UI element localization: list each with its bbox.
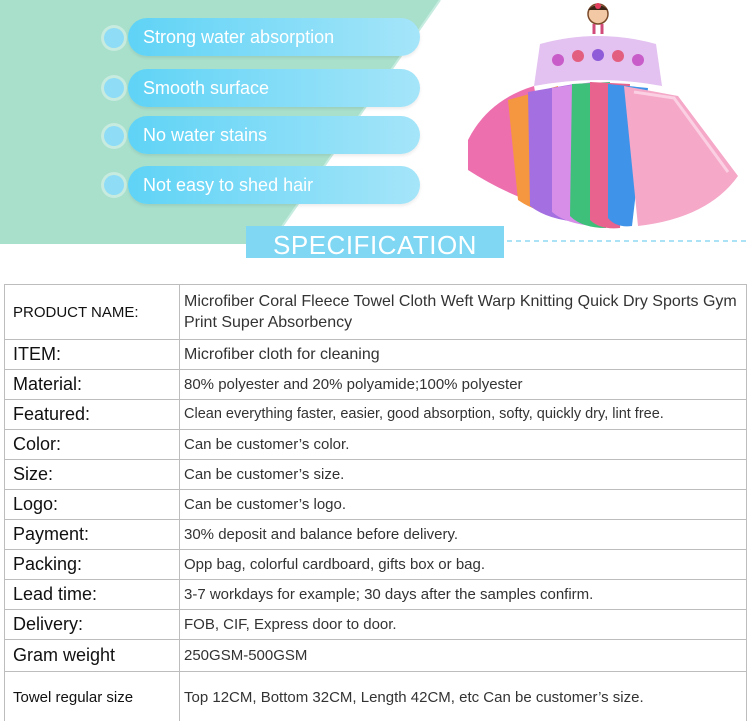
spec-value: Can be customer’s logo. bbox=[180, 490, 747, 520]
spec-label: Logo: bbox=[5, 490, 180, 520]
spec-label: Packing: bbox=[5, 550, 180, 580]
spec-label: ITEM: bbox=[5, 340, 180, 370]
spec-label: Towel regular size bbox=[5, 672, 180, 721]
spec-value: Top 12CM, Bottom 32CM, Length 42CM, etc Can be customer’s size. bbox=[180, 672, 747, 721]
spec-label: Payment: bbox=[5, 520, 180, 550]
spec-label: Color: bbox=[5, 430, 180, 460]
table-row bbox=[5, 460, 747, 490]
spec-value: Opp bag, colorful cardboard, gifts box or bag. bbox=[180, 550, 747, 580]
table-row bbox=[5, 640, 747, 672]
specification-table bbox=[4, 284, 747, 721]
spec-label: Size: bbox=[5, 460, 180, 490]
feature-pill-stains: No water stains bbox=[128, 116, 420, 154]
table-row bbox=[5, 400, 747, 430]
feature-bullet bbox=[104, 175, 124, 195]
table-row bbox=[5, 672, 747, 721]
feature-bullet bbox=[104, 78, 124, 98]
spec-value: 30% deposit and balance before delivery. bbox=[180, 520, 747, 550]
table-row bbox=[5, 490, 747, 520]
spec-label: Featured: bbox=[5, 400, 180, 430]
spec-value: Microfiber cloth for cleaning bbox=[180, 340, 747, 370]
spec-value: 3-7 workdays for example; 30 days after the samples confirm. bbox=[180, 580, 747, 610]
table-row bbox=[5, 340, 747, 370]
table-row bbox=[5, 520, 747, 550]
specification-heading: SPECIFICATION bbox=[246, 226, 504, 258]
feature-banner bbox=[0, 0, 750, 258]
spec-value: 250GSM-500GSM bbox=[180, 640, 747, 672]
feature-bullet bbox=[104, 126, 124, 146]
towel-product-image bbox=[448, 0, 750, 240]
feature-pill-absorption: Strong water absorption bbox=[128, 18, 420, 56]
table-row bbox=[5, 580, 747, 610]
spec-label: Material: bbox=[5, 370, 180, 400]
feature-pill-shed: Not easy to shed hair bbox=[128, 166, 420, 204]
spec-value: Microfiber Coral Fleece Towel Cloth Weft Warp Knitting Quick Dry Sports Gym Print Super Absorbency bbox=[180, 285, 747, 340]
spec-label: Gram weight bbox=[5, 640, 180, 672]
spec-value: FOB, CIF, Express door to door. bbox=[180, 610, 747, 640]
table-row bbox=[5, 550, 747, 580]
spec-value: 80% polyester and 20% polyamide;100% polyester bbox=[180, 370, 747, 400]
feature-bullet bbox=[104, 28, 124, 48]
spec-label: PRODUCT NAME: bbox=[5, 285, 180, 340]
spec-value: Can be customer’s color. bbox=[180, 430, 747, 460]
table-row bbox=[5, 370, 747, 400]
table-row bbox=[5, 610, 747, 640]
spec-value: Clean everything faster, easier, good absorption, softy, quickly dry, lint free. bbox=[180, 400, 747, 430]
table-row bbox=[5, 285, 747, 340]
table-row bbox=[5, 430, 747, 460]
feature-pill-smooth: Smooth surface bbox=[128, 69, 420, 107]
spec-label: Delivery: bbox=[5, 610, 180, 640]
spec-label: Lead time: bbox=[5, 580, 180, 610]
spec-value: Can be customer’s size. bbox=[180, 460, 747, 490]
